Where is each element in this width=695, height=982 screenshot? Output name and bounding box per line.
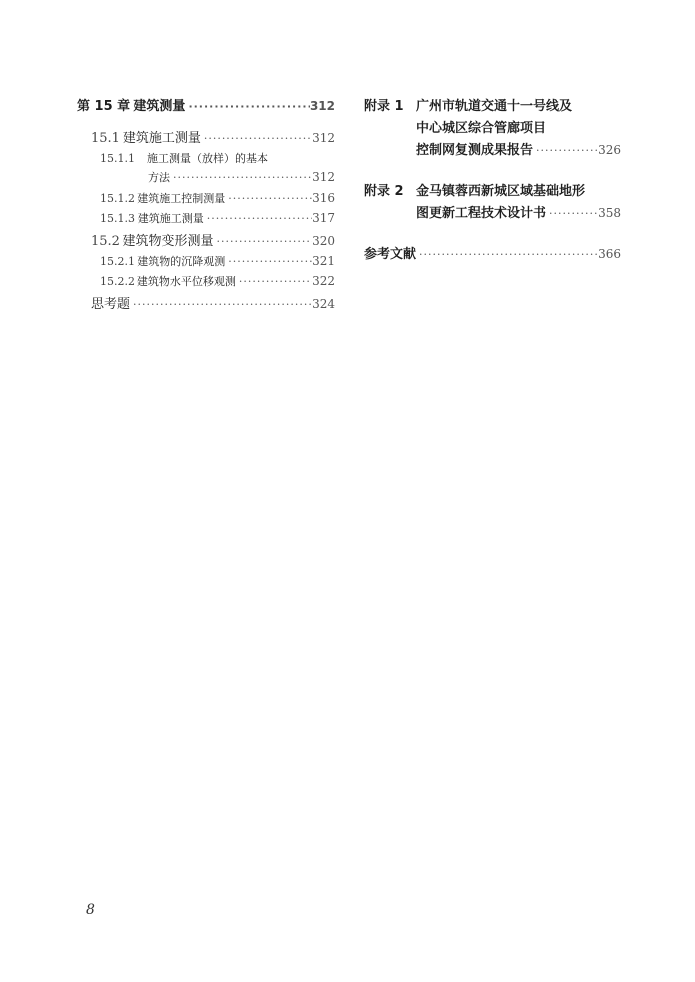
questions-title: 思考题 <box>91 297 131 312</box>
appendix-2-label: 附录 2 <box>364 184 404 199</box>
dot-leader <box>533 144 598 157</box>
toc-entry-15-1-1-line1[interactable] <box>100 150 335 166</box>
subsection-number: 15.1.3 <box>100 212 135 225</box>
appendix-1-label: 附录 1 <box>364 99 404 114</box>
dot-leader <box>213 235 312 248</box>
section-number: 15.1 <box>91 131 120 146</box>
toc-entry-15-1-3[interactable] <box>100 210 335 226</box>
page-number: 324 <box>312 297 335 311</box>
toc-entry-appendix-2[interactable] <box>416 202 621 221</box>
chapter-label: 第 15 章 <box>77 99 131 114</box>
subsection-title: 建筑施工测量 <box>137 212 204 225</box>
toc-entry-15-1-2[interactable] <box>100 190 335 206</box>
appendix-1-title-line3: 控制网复测成果报告 <box>416 143 534 158</box>
subsection-number: 15.2.2 <box>100 275 135 288</box>
page-number: 366 <box>598 247 621 261</box>
subsection-title-cont: 方法 <box>148 171 170 184</box>
toc-entry-chapter-15[interactable] <box>77 95 335 114</box>
toc-entry-appendix-1[interactable] <box>416 139 621 158</box>
page-number: 312 <box>309 99 335 113</box>
subsection-title: 建筑物水平位移观测 <box>136 275 236 288</box>
dot-leader <box>170 171 312 184</box>
page-folio: 8 <box>86 902 95 918</box>
toc-entry-15-2-1[interactable] <box>100 253 335 269</box>
section-title: 建筑物变形测量 <box>122 234 214 249</box>
page-number: 316 <box>312 191 335 205</box>
toc-entry-15-2[interactable] <box>91 230 335 249</box>
toc-entry-15-1-1-line2[interactable] <box>148 169 335 185</box>
appendix-1-title-line1[interactable]: 广州市轨道交通十一号线及 <box>416 99 573 114</box>
appendix-1-title-line2[interactable]: 中心城区综合管廊项目 <box>416 121 547 136</box>
page-number: 317 <box>312 211 335 225</box>
appendix-2-title-line1[interactable]: 金马镇蓉西新城区域基础地形 <box>416 184 586 199</box>
dot-leader <box>236 275 312 288</box>
subsection-number: 15.2.1 <box>100 255 135 268</box>
dot-leader <box>225 255 312 268</box>
page-number: 326 <box>598 143 621 157</box>
appendix-2-title-line2: 图更新工程技术设计书 <box>416 206 547 221</box>
section-title: 建筑施工测量 <box>122 131 201 146</box>
section-number: 15.2 <box>91 234 120 249</box>
dot-leader <box>225 192 312 205</box>
dot-leader <box>185 100 310 113</box>
page-number: 322 <box>312 274 335 288</box>
subsection-title: 施工测量（放样）的基本 <box>147 152 268 165</box>
subsection-number: 15.1.2 <box>100 192 135 205</box>
subsection-number: 15.1.1 <box>100 152 135 165</box>
page-number: 312 <box>312 170 335 184</box>
subsection-title: 建筑物的沉降观测 <box>137 255 226 268</box>
page-number: 358 <box>598 206 621 220</box>
references-title: 参考文献 <box>364 247 417 262</box>
page-number: 321 <box>312 254 335 268</box>
dot-leader <box>130 298 312 311</box>
page-number: 320 <box>312 234 335 248</box>
dot-leader <box>204 212 312 225</box>
dot-leader <box>201 132 312 145</box>
chapter-title: 建筑测量 <box>133 99 186 114</box>
toc-entry-15-1[interactable] <box>91 127 335 146</box>
dot-leader <box>416 248 598 261</box>
toc-entry-15-2-2[interactable] <box>100 273 335 289</box>
toc-entry-questions[interactable] <box>91 293 335 312</box>
subsection-title: 建筑施工控制测量 <box>137 192 226 205</box>
dot-leader <box>546 207 598 220</box>
page-number: 312 <box>312 131 335 145</box>
toc-entry-references[interactable] <box>364 243 621 262</box>
